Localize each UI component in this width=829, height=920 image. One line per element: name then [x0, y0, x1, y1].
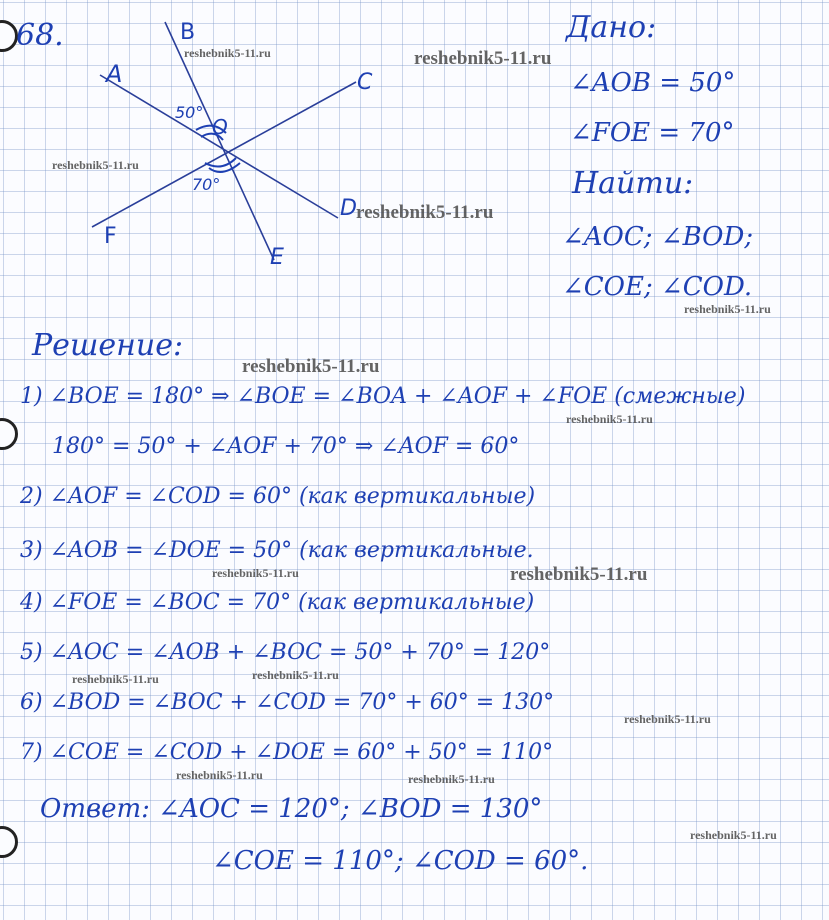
solution-heading: Решение:: [32, 328, 184, 363]
watermark: reshebnik5-11.ru: [356, 202, 494, 223]
label-a: A: [106, 60, 123, 88]
solution-step-6: 6) ∠BOD = ∠BOC + ∠COD = 70° + 60° = 130°: [20, 690, 555, 715]
given-line-2: ∠FOE = 70°: [570, 118, 735, 148]
problem-number: 68.: [16, 18, 64, 53]
watermark: reshebnik5-11.ru: [184, 46, 271, 60]
watermark: reshebnik5-11.ru: [510, 564, 648, 585]
label-f: F: [104, 224, 117, 249]
watermark: reshebnik5-11.ru: [212, 566, 299, 580]
angle-arc-bottom-2: [209, 163, 240, 172]
label-c: C: [357, 70, 373, 95]
answer-line-1: Ответ: ∠AOC = 120°; ∠BOD = 130°: [40, 794, 543, 824]
given-heading: Дано:: [566, 10, 657, 45]
watermark: reshebnik5-11.ru: [684, 302, 771, 316]
find-heading: Найти:: [572, 166, 694, 201]
solution-step-2: 2) ∠AOF = ∠COD = 60° (как вертикальные): [20, 484, 536, 509]
find-line-1: ∠AOC; ∠BOD;: [562, 222, 754, 252]
watermark: reshebnik5-11.ru: [624, 712, 711, 726]
angle-label-50: 50°: [175, 103, 204, 122]
watermark: reshebnik5-11.ru: [242, 356, 380, 377]
solution-step-5: 5) ∠AOC = ∠AOB + ∠BOC = 50° + 70° = 120°: [20, 640, 551, 665]
given-line-1: ∠AOB = 50°: [570, 68, 736, 98]
find-line-2: ∠COE; ∠COD.: [562, 272, 753, 302]
watermark: reshebnik5-11.ru: [408, 772, 495, 786]
watermark: reshebnik5-11.ru: [176, 768, 263, 782]
watermark: reshebnik5-11.ru: [52, 158, 139, 172]
watermark: reshebnik5-11.ru: [414, 48, 552, 69]
label-b: B: [180, 20, 196, 45]
solution-step-4: 4) ∠FOE = ∠BOC = 70° (как вертикальные): [20, 590, 535, 615]
solution-step-3: 3) ∠AOB = ∠DOE = 50° (как вертикальные.: [20, 538, 534, 563]
answer-line-2: ∠COE = 110°; ∠COD = 60°.: [212, 846, 589, 876]
solution-step-1b: 180° = 50° + ∠AOF + 70° ⇒ ∠AOF = 60°: [52, 434, 520, 459]
watermark: reshebnik5-11.ru: [566, 412, 653, 426]
solution-step-1: 1) ∠BOE = 180° ⇒ ∠BOE = ∠BOA + ∠AOF + ∠FOE (смежные): [20, 384, 746, 409]
ray-oa: [100, 75, 338, 218]
watermark: reshebnik5-11.ru: [690, 828, 777, 842]
watermark: reshebnik5-11.ru: [252, 668, 339, 682]
watermark: reshebnik5-11.ru: [72, 672, 159, 686]
solution-step-7: 7) ∠COE = ∠COD + ∠DOE = 60° + 50° = 110°: [20, 740, 554, 765]
label-d: D: [340, 196, 357, 221]
angle-label-70: 70°: [192, 175, 221, 194]
label-o: O: [212, 115, 228, 139]
label-e: E: [270, 245, 284, 270]
